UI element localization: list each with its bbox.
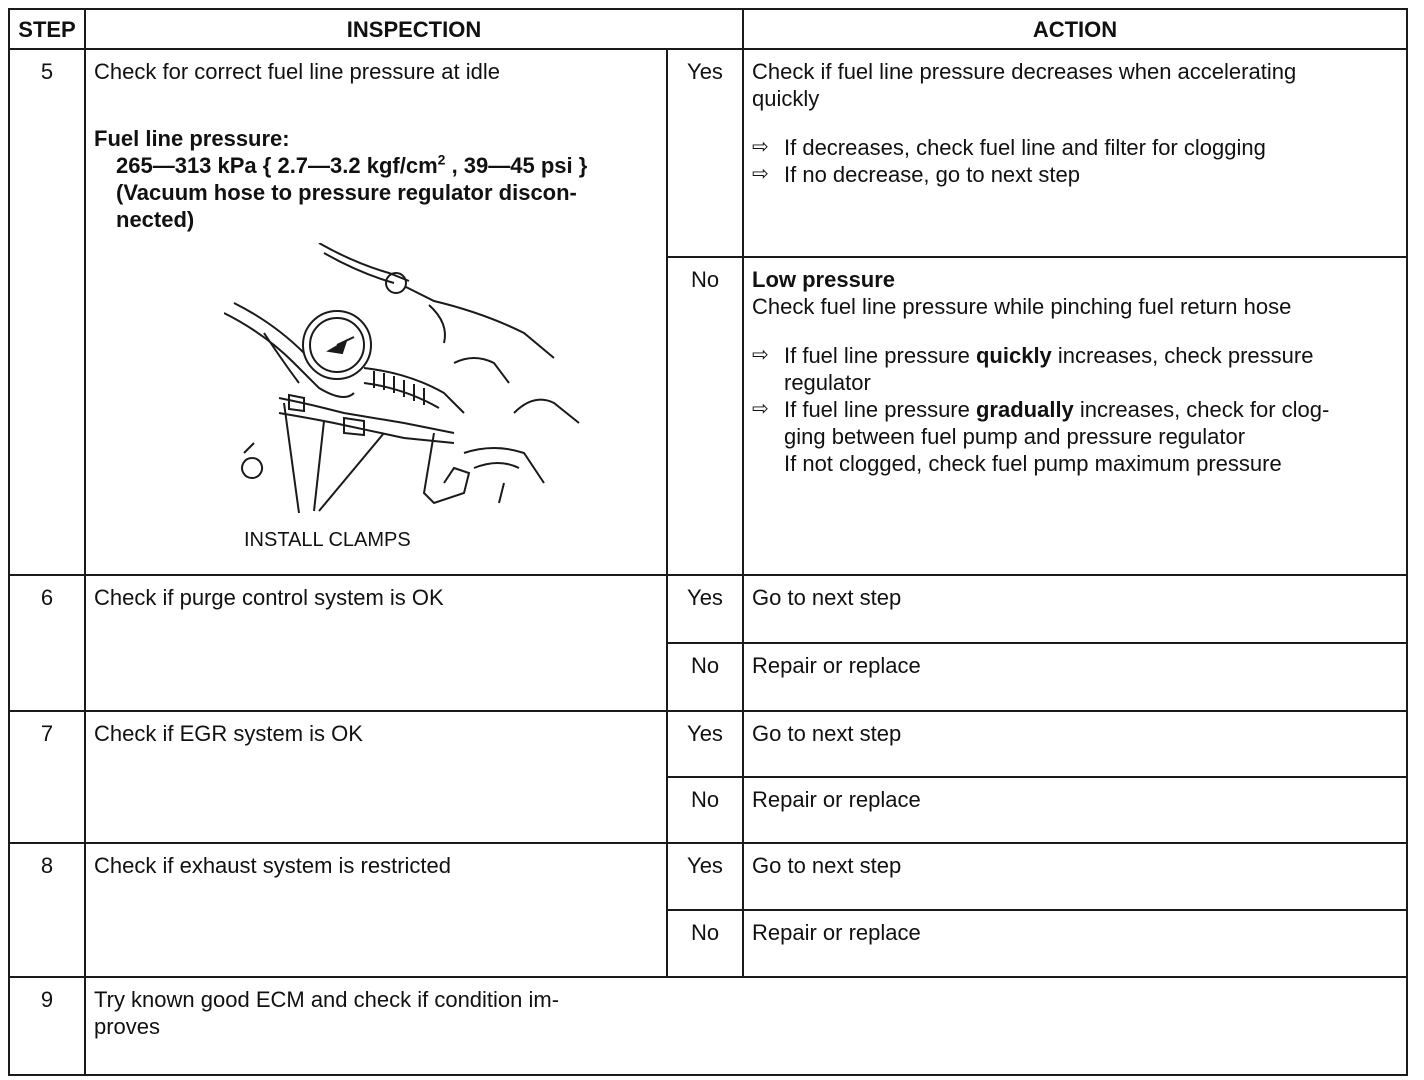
fuel-pressure-spec-note-cont: nected) [116,207,195,232]
fuel-gauge-illustration [224,243,584,553]
step-5-yes-bullet-2: ⇨ If no decrease, go to next step [752,162,1080,187]
header-row [9,9,1407,49]
step-8-no-action: Repair or replace [743,910,1407,977]
arrow-right-outline-icon: ⇨ [752,398,769,420]
diagnostic-procedure-table [8,8,1408,1076]
step-8-yes-action: Go to next step [743,843,1407,910]
step-8-inspection: Check if exhaust system is restricted [85,843,667,977]
step-9-number: 9 [9,977,85,1075]
step-6-no-action: Repair or replace [743,643,1407,711]
step-5-yes-action-text: Check if fuel line pressure decreases when accelerating [752,59,1297,84]
step-7-number: 7 [9,711,85,843]
step-5-no-label: No [667,257,743,575]
fuel-pressure-gauge-drawing [224,243,584,528]
step-9-inspection [85,977,1407,1075]
step-8-no-label: No [667,910,743,977]
step-6-no-label: No [667,643,743,711]
step-7-yes-row [9,711,1407,777]
fuel-pressure-spec-title: Fuel line pressure: [94,126,290,151]
step-8-yes-label: Yes [667,843,743,910]
step-5-yes-bullet-1: ⇨ If decreases, check fuel line and filter for clogging [752,135,1266,160]
header-step: STEP [9,9,85,49]
step-7-no-label: No [667,777,743,843]
step-7-no-action: Repair or replace [743,777,1407,843]
step-5-inspection-text: Check for correct fuel line pressure at idle [94,59,500,84]
install-clamps-caption: INSTALL CLAMPS [244,529,411,551]
step-5-no-bullet-2: ⇨ If fuel line pressure gradually increases, check for clog- ging between fuel pump and pressure regulator If not clogged, check fuel pump maximum pressure [752,397,1330,476]
header-action: ACTION [743,9,1407,49]
step-7-yes-action: Go to next step [743,711,1407,777]
step-6-yes-label: Yes [667,575,743,643]
step-7-inspection: Check if EGR system is OK [85,711,667,843]
step-6-inspection: Check if purge control system is OK [85,575,667,711]
step-5-number: 5 [9,49,85,575]
step-5-inspection-cell [85,49,667,575]
step-8-yes-row [9,843,1407,910]
step-6-yes-action: Go to next step [743,575,1407,643]
arrow-right-outline-icon: ⇨ [752,136,769,158]
step-5-yes-row [9,49,1407,257]
header-inspection: INSPECTION [85,9,743,49]
step-5-no-action-text: Check fuel line pressure while pinching fuel return hose [752,294,1292,319]
low-pressure-title: Low pressure [752,267,896,292]
step-5-yes-action-cell [743,49,1407,257]
step-5-yes-action-text-cont: quickly [752,86,820,111]
fuel-pressure-spec-note: (Vacuum hose to pressure regulator discon- [116,180,577,205]
fuel-pressure-spec-value: 265—313 kPa { 2.7—3.2 kgf/$cm^2$ , 39—45 psi } [116,151,588,178]
step-7-yes-label: Yes [667,711,743,777]
step-6-number: 6 [9,575,85,711]
step-9-row [9,977,1407,1075]
step-5-no-bullet-1: ⇨ If fuel line pressure quickly increases, check pressure regulator [752,343,1314,395]
arrow-right-outline-icon: ⇨ [752,344,769,366]
step-9-inspection-text: Try known good ECM and check if condition im- [94,987,560,1012]
step-8-number: 8 [9,843,85,977]
step-5-no-action-cell [743,257,1407,575]
step-5-yes-label: Yes [667,49,743,257]
arrow-right-outline-icon: ⇨ [752,163,769,185]
step-6-yes-row [9,575,1407,643]
step-9-inspection-text-cont: proves [94,1014,161,1039]
